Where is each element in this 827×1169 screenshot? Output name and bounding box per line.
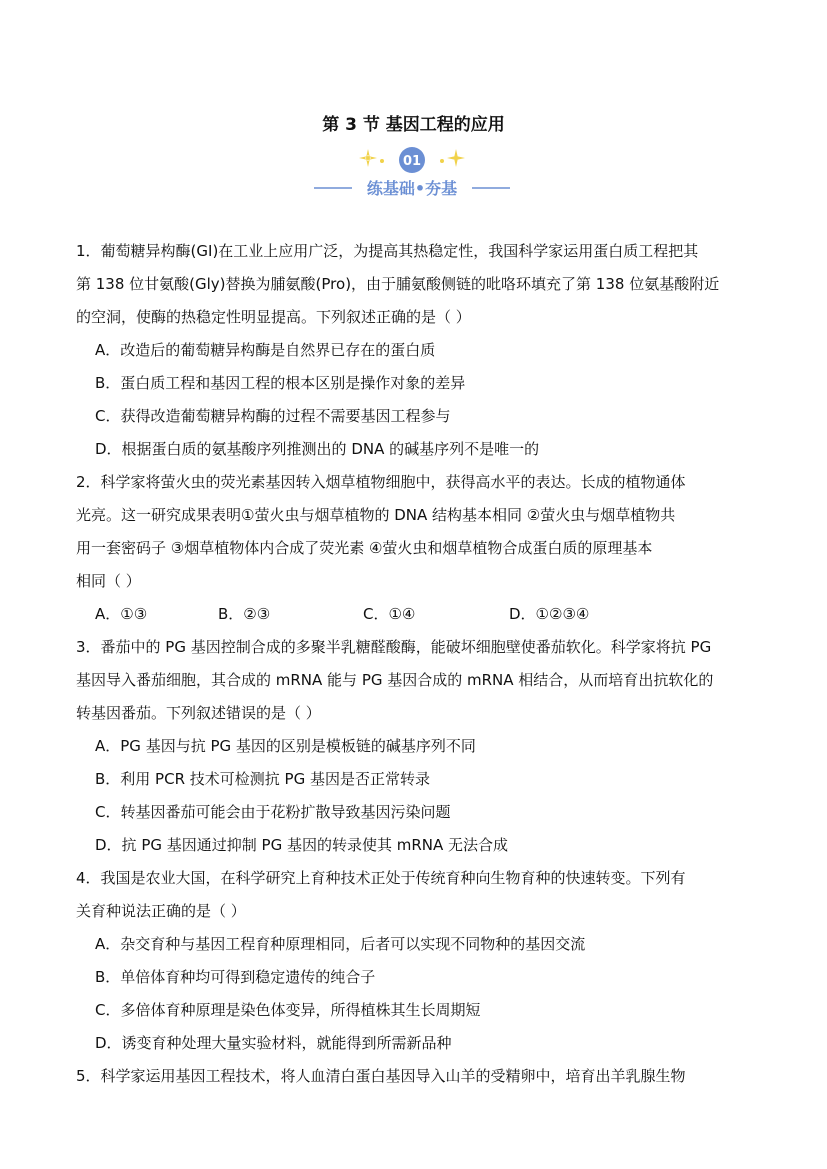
question-1-line-3: 的空洞，使酶的热稳定性明显提高。下列叙述正确的是（ ） bbox=[76, 308, 471, 326]
section-badge-number: 01 bbox=[402, 154, 422, 169]
section-label: 练基础•夯基 bbox=[366, 179, 458, 198]
question-2-line-4: 相同（ ） bbox=[76, 572, 141, 590]
question-1-option-b: B．蛋白质工程和基因工程的根本区别是操作对象的差异 bbox=[95, 374, 466, 392]
question-2-line-3: 用一套密码子 ③烟草植物体内合成了荧光素 ④萤火虫和烟草植物合成蛋白质的原理基本 bbox=[76, 539, 653, 557]
question-1-line-2: 第 138 位甘氨酸(Gly)替换为脯氨酸(Pro)，由于脯氨酸侧链的吡咯环填充了第 138 位氨基酸附近 bbox=[76, 275, 720, 293]
question-3-line-2: 基因导入番茄细胞，其合成的 mRNA 能与 PG 基因合成的 mRNA 相结合，从而培育出抗软化的 bbox=[76, 671, 714, 689]
question-3-option-d: D．抗 PG 基因通过抑制 PG 基因的转录使其 mRNA 无法合成 bbox=[95, 836, 509, 854]
question-4-option-c: C．多倍体育种原理是染色体变异，所得植株其生长周期短 bbox=[95, 1001, 481, 1019]
question-2-line-2: 光亮。这一研究成果表明①萤火虫与烟草植物的 DNA 结构基本相同 ②萤火虫与烟草植物共 bbox=[76, 506, 676, 524]
sparkle-left-icon bbox=[359, 149, 384, 167]
question-4-option-d: D．诱变育种处理大量实验材料，就能得到所需新品种 bbox=[95, 1034, 452, 1052]
question-3-option-c: C．转基因番茄可能会由于花粉扩散导致基因污染问题 bbox=[95, 803, 451, 821]
question-1-option-a: A．改造后的葡萄糖异构酶是自然界已存在的蛋白质 bbox=[95, 341, 436, 359]
question-3-option-a: A．PG 基因与抗 PG 基因的区别是模板链的碱基序列不同 bbox=[95, 737, 476, 755]
question-3-line-1: 3．番茄中的 PG 基因控制合成的多聚半乳糖醛酸酶，能破坏细胞壁使番茄软化。科学家将抗 PG bbox=[76, 638, 712, 656]
question-2-option-a: A．①③ bbox=[95, 605, 148, 623]
question-1-line-1: 1．葡萄糖异构酶(GI)在工业上应用广泛，为提高其热稳定性，我国科学家运用蛋白质工程把其 bbox=[76, 242, 699, 260]
question-4-option-b: B．单倍体育种均可得到稳定遗传的纯合子 bbox=[95, 968, 376, 986]
question-3-line-3: 转基因番茄。下列叙述错误的是（ ） bbox=[76, 704, 321, 722]
question-4-option-a: A．杂交育种与基因工程育种原理相同，后者可以实现不同物种的基因交流 bbox=[95, 935, 586, 953]
question-1-option-d: D．根据蛋白质的氨基酸序列推测出的 DNA 的碱基序列不是唯一的 bbox=[95, 440, 540, 458]
question-2-line-1: 2．科学家将萤火虫的荧光素基因转入烟草植物细胞中，获得高水平的表达。长成的植物通体 bbox=[76, 473, 686, 491]
page-title: 第 3 节 基因工程的应用 bbox=[322, 115, 505, 135]
section-banner bbox=[312, 145, 512, 201]
question-4-line-2: 关育种说法正确的是（ ） bbox=[76, 902, 246, 920]
question-2-option-d: D．①②③④ bbox=[509, 605, 590, 623]
question-1-option-c: C．获得改造葡萄糖异构酶的过程不需要基因工程参与 bbox=[95, 407, 451, 425]
sparkle-right-icon bbox=[440, 149, 465, 167]
question-2-option-b: B．②③ bbox=[218, 605, 271, 623]
question-3-option-b: B．利用 PCR 技术可检测抗 PG 基因是否正常转录 bbox=[95, 770, 430, 788]
question-5-line-1: 5．科学家运用基因工程技术，将人血清白蛋白基因导入山羊的受精卵中，培育出羊乳腺生物 bbox=[76, 1067, 686, 1085]
question-4-line-1: 4．我国是农业大国，在科学研究上育种技术正处于传统育种向生物育种的快速转变。下列有 bbox=[76, 869, 686, 887]
question-2-option-c: C．①④ bbox=[363, 605, 416, 623]
